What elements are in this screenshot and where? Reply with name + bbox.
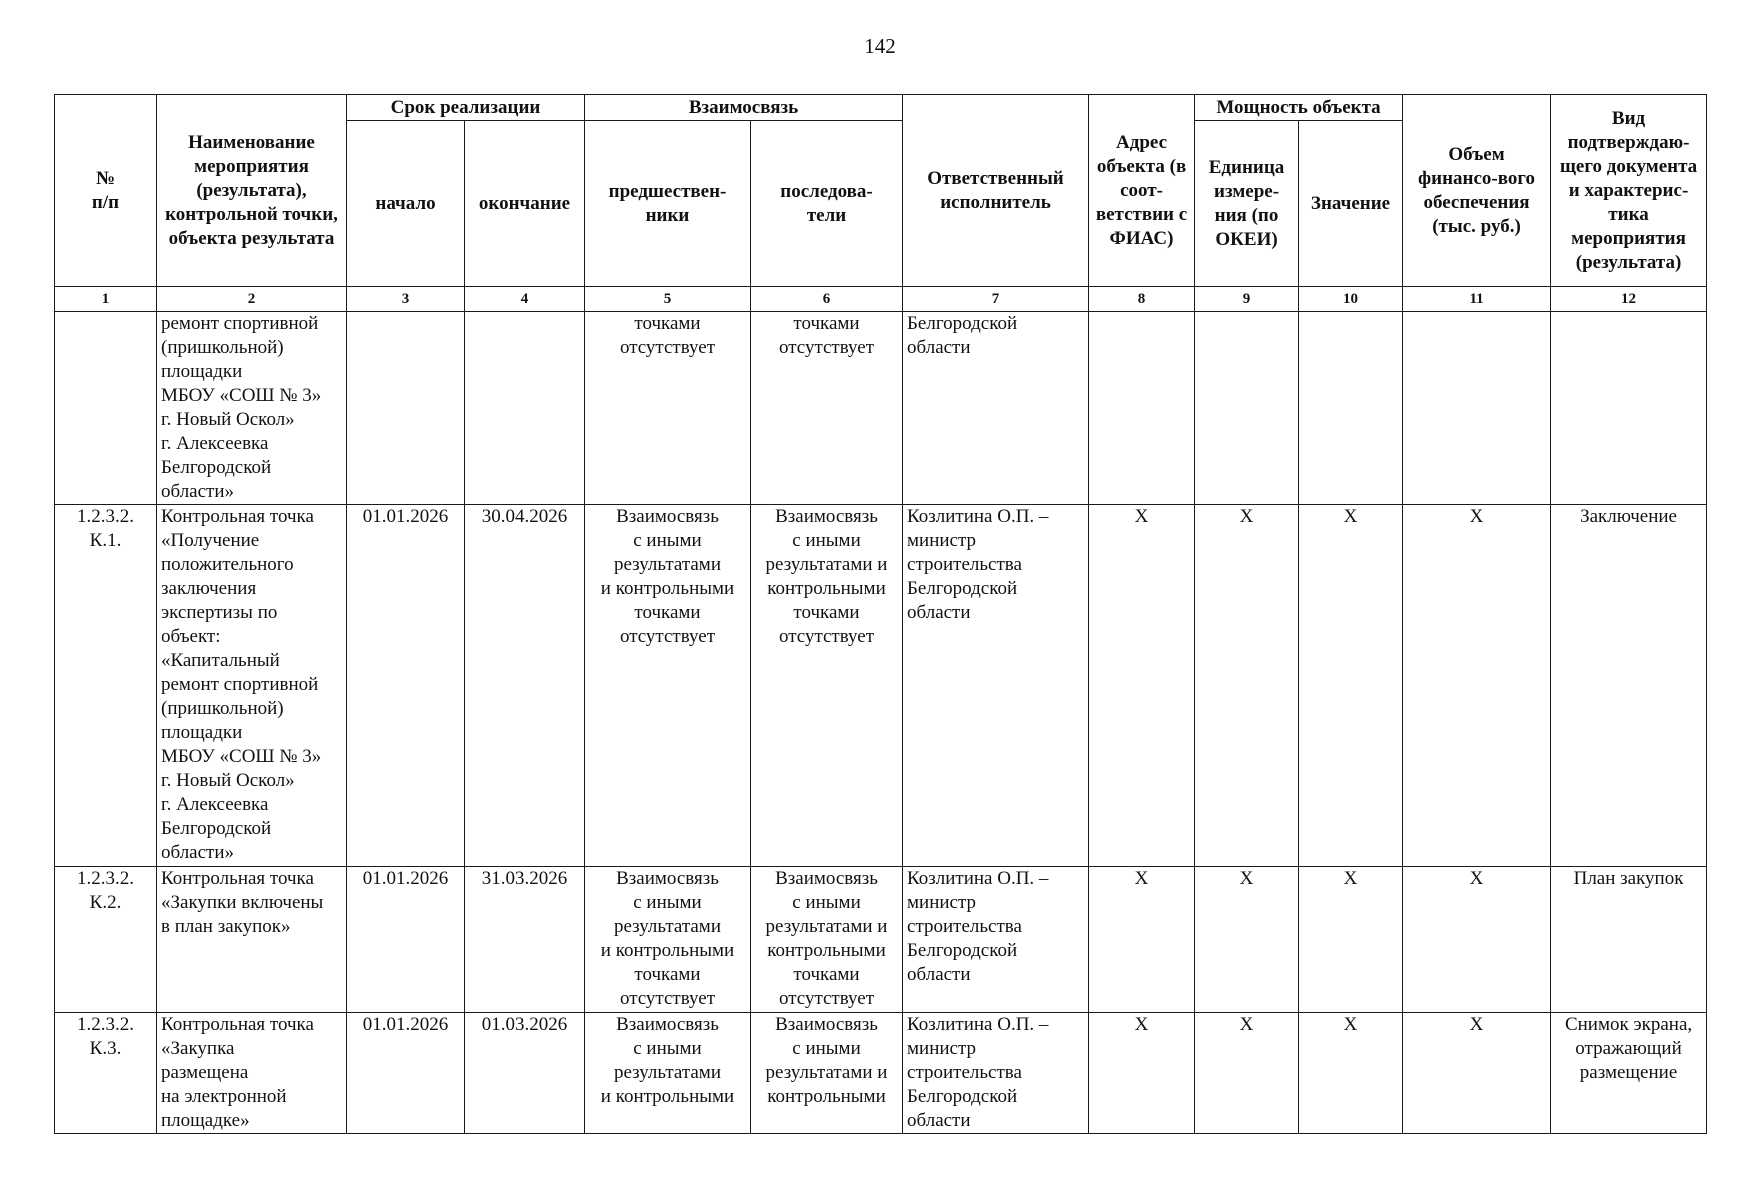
column-number: 7 xyxy=(903,287,1089,312)
header-executor: Ответственный исполнитель xyxy=(903,95,1089,287)
column-number: 6 xyxy=(751,287,903,312)
cell-finance: X xyxy=(1403,505,1551,867)
cell-finance xyxy=(1403,312,1551,505)
column-number: 4 xyxy=(465,287,585,312)
cell-start xyxy=(347,312,465,505)
cell-start: 01.01.2026 xyxy=(347,867,465,1013)
cell-prev: точками отсутствует xyxy=(585,312,751,505)
cell-end: 01.03.2026 xyxy=(465,1013,585,1134)
cell-finance: X xyxy=(1403,1013,1551,1134)
cell-next: точками отсутствует xyxy=(751,312,903,505)
cell-unit: X xyxy=(1195,867,1299,1013)
header-rel-prev: предшествен- ники xyxy=(585,121,751,287)
column-number: 11 xyxy=(1403,287,1551,312)
column-number: 3 xyxy=(347,287,465,312)
cell-unit xyxy=(1195,312,1299,505)
table-row xyxy=(55,505,1707,867)
cell-prev: Взаимосвязь с иными результатами и контрольными точками отсутствует xyxy=(585,505,751,867)
cell-end: 30.04.2026 xyxy=(465,505,585,867)
cell-value: X xyxy=(1299,867,1403,1013)
header-term-start: начало xyxy=(347,121,465,287)
cell-value xyxy=(1299,312,1403,505)
column-number: 1 xyxy=(55,287,157,312)
cell-unit: X xyxy=(1195,1013,1299,1134)
header-term-end: окончание xyxy=(465,121,585,287)
table-row xyxy=(55,1013,1707,1134)
cell-prev: Взаимосвязь с иными результатами и контрольными xyxy=(585,1013,751,1134)
cell-start: 01.01.2026 xyxy=(347,1013,465,1134)
header-name: Наименование мероприятия (результата), контрольной точки, объекта результата xyxy=(157,95,347,287)
cell-address: X xyxy=(1089,1013,1195,1134)
cell-executor: Козлитина О.П. – министр строительства Белгородской области xyxy=(903,505,1089,867)
header-value: Значение xyxy=(1299,121,1403,287)
header-unit: Единица измере-ния (по ОКЕИ) xyxy=(1195,121,1299,287)
cell-num xyxy=(55,312,157,505)
cell-name: ремонт спортивной (пришкольной) площадки МБОУ «СОШ № 3» г. Новый Оскол» г. Алексеевка Белгородской области» xyxy=(157,312,347,505)
cell-end: 31.03.2026 xyxy=(465,867,585,1013)
header-term: Срок реализации xyxy=(347,95,585,121)
cell-executor: Козлитина О.П. – министр строительства Белгородской области xyxy=(903,1013,1089,1134)
cell-end xyxy=(465,312,585,505)
table-row xyxy=(55,312,1707,505)
column-number: 2 xyxy=(157,287,347,312)
cell-doc xyxy=(1551,312,1707,505)
cell-num: 1.2.3.2. К.3. xyxy=(55,1013,157,1134)
cell-name: Контрольная точка «Получение положительного заключения экспертизы по объект: «Капитальный ремонт спортивной (пришкольной) площадки МБОУ «СОШ № 3» г. Новый Оскол» г. Алексеевка Белгородской области» xyxy=(157,505,347,867)
cell-executor: Козлитина О.П. – министр строительства Белгородской области xyxy=(903,867,1089,1013)
cell-address xyxy=(1089,312,1195,505)
cell-next: Взаимосвязь с иными результатами и контрольными точками отсутствует xyxy=(751,505,903,867)
column-number: 9 xyxy=(1195,287,1299,312)
cell-prev: Взаимосвязь с иными результатами и контрольными точками отсутствует xyxy=(585,867,751,1013)
header-doc-type: Вид подтверждаю-щего документа и характерис-тика мероприятия (результата) xyxy=(1551,95,1707,287)
cell-doc: План закупок xyxy=(1551,867,1707,1013)
column-number: 10 xyxy=(1299,287,1403,312)
header-num: № п/п xyxy=(55,95,157,287)
cell-start: 01.01.2026 xyxy=(347,505,465,867)
plan-table xyxy=(54,94,1707,1134)
cell-next: Взаимосвязь с иными результатами и контрольными точками отсутствует xyxy=(751,867,903,1013)
cell-unit: X xyxy=(1195,505,1299,867)
header-address: Адрес объекта (в соот-ветствии с ФИАС) xyxy=(1089,95,1195,287)
column-number: 8 xyxy=(1089,287,1195,312)
cell-address: X xyxy=(1089,867,1195,1013)
cell-value: X xyxy=(1299,1013,1403,1134)
cell-next: Взаимосвязь с иными результатами и контрольными xyxy=(751,1013,903,1134)
cell-doc: Заключение xyxy=(1551,505,1707,867)
page-number: 142 xyxy=(864,34,896,58)
cell-name: Контрольная точка «Закупка размещена на электронной площадке» xyxy=(157,1013,347,1134)
header-relation: Взаимосвязь xyxy=(585,95,903,121)
column-number-row xyxy=(55,287,1707,312)
column-number: 12 xyxy=(1551,287,1707,312)
column-number: 5 xyxy=(585,287,751,312)
header-capacity: Мощность объекта xyxy=(1195,95,1403,121)
cell-name: Контрольная точка «Закупки включены в план закупок» xyxy=(157,867,347,1013)
header-finance: Объем финансо-вого обеспечения (тыс. руб.) xyxy=(1403,95,1551,287)
cell-value: X xyxy=(1299,505,1403,867)
table-header xyxy=(55,95,1707,312)
cell-num: 1.2.3.2. К.1. xyxy=(55,505,157,867)
cell-address: X xyxy=(1089,505,1195,867)
cell-doc: Снимок экрана, отражающий размещение xyxy=(1551,1013,1707,1134)
cell-finance: X xyxy=(1403,867,1551,1013)
cell-executor: Белгородской области xyxy=(903,312,1089,505)
table-row xyxy=(55,867,1707,1013)
cell-num: 1.2.3.2. К.2. xyxy=(55,867,157,1013)
header-rel-next: последова- тели xyxy=(751,121,903,287)
